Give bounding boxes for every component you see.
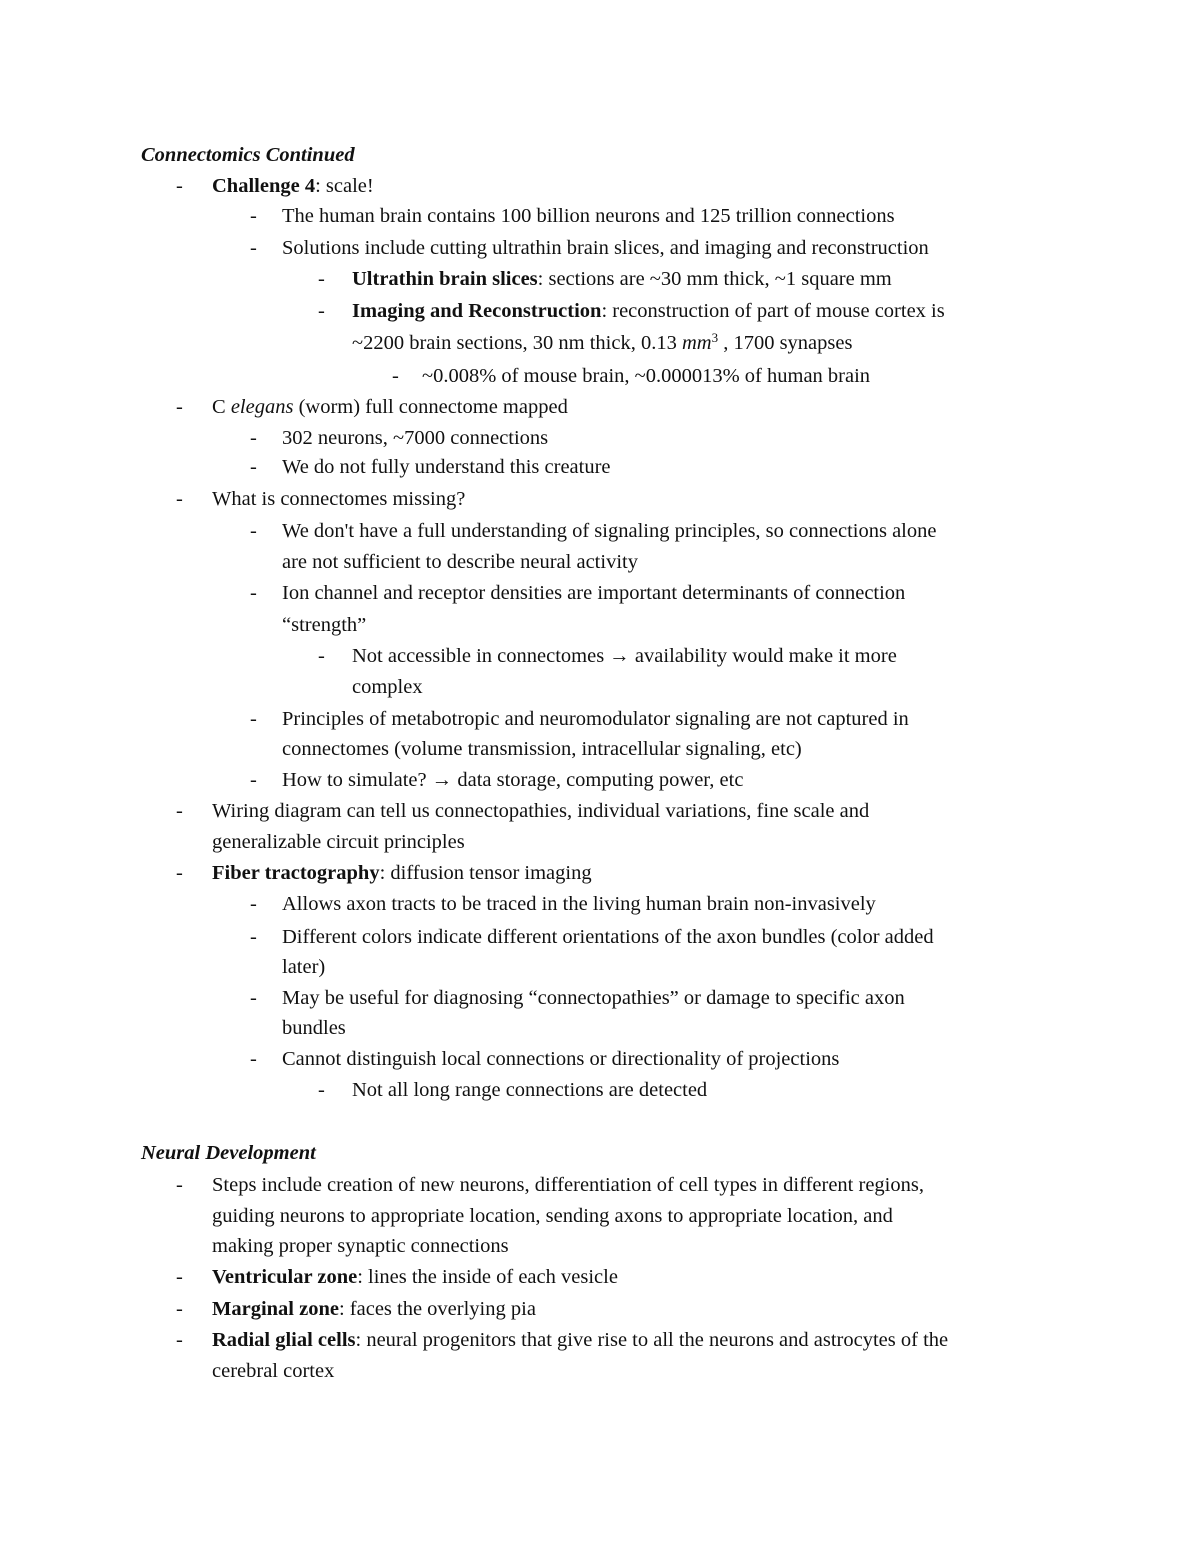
bullet-human-brain: The human brain contains 100 billion neurons and 125 trillion connections (282, 205, 895, 227)
bullet-302-neurons: 302 neurons, ~7000 connections (282, 427, 549, 449)
bullet-signaling-principles: We don't have a full understanding of signaling principles, so connections alone (282, 520, 937, 542)
bullet-dash: - (250, 893, 257, 915)
bullet-ion-channel: Ion channel and receptor densities are important determinants of connection (282, 582, 906, 604)
bullet-challenge-4 (212, 174, 374, 198)
radial-term: Radial glial cells (212, 1329, 356, 1351)
bullet-c-elegans (212, 395, 568, 419)
bullet-fiber-tractography (212, 861, 592, 885)
bullet-radial-glial (212, 1328, 948, 1352)
bullet-steps-cont-2: making proper synaptic connections (212, 1235, 509, 1257)
bullet-different-colors-cont: later) (282, 956, 326, 978)
bullet-marginal-zone (212, 1297, 536, 1321)
radial-rest: : neural progenitors that give rise to all the neurons and astrocytes of the (355, 1329, 949, 1351)
challenge-term: Challenge 4 (212, 175, 316, 197)
bullet-dash: - (250, 708, 257, 730)
challenge-rest: : scale! (315, 175, 374, 197)
bullet-dash: - (176, 175, 183, 197)
bullet-dash: - (250, 427, 257, 449)
marginal-term: Marginal zone (212, 1298, 339, 1320)
fiber-term: Fiber tractography (212, 862, 380, 884)
bullet-axon-tracts: Allows axon tracts to be traced in the living human brain non-invasively (282, 893, 876, 915)
bullet-radial-glial-cont: cerebral cortex (212, 1360, 335, 1382)
bullet-dash: - (176, 1329, 183, 1351)
imaging-exponent: 3 (711, 330, 719, 345)
bullet-dash: - (250, 1048, 257, 1070)
bullet-dash: - (250, 987, 257, 1009)
bullet-dash: - (318, 1079, 325, 1101)
bullet-cannot-distinguish: Cannot distinguish local connections or directionality of projections (282, 1048, 840, 1070)
bullet-wiring-diagram-cont: generalizable circuit principles (212, 831, 465, 853)
bullet-dash: - (250, 205, 257, 227)
bullet-imaging-cont (352, 331, 852, 355)
bullet-ventricular-zone (212, 1265, 618, 1289)
bullet-wiring-diagram: Wiring diagram can tell us connectopathies, individual variations, fine scale and (212, 800, 870, 822)
bullet-solutions: Solutions include cutting ultrathin brain slices, and imaging and reconstruction (282, 237, 929, 259)
bullet-dash: - (250, 926, 257, 948)
bullet-missing: What is connectomes missing? (212, 488, 466, 510)
bullet-dash: - (318, 300, 325, 322)
imaging-unit: mm (681, 332, 712, 354)
bullet-steps: Steps include creation of new neurons, differentiation of cell types in different regions, (212, 1174, 924, 1196)
bullet-steps-cont-1: guiding neurons to appropriate location, sending axons to appropriate location, and (212, 1205, 893, 1227)
marginal-rest: : faces the overlying pia (338, 1298, 536, 1320)
bullet-not-accessible: Not accessible in connectomes → availability would make it more (352, 645, 897, 667)
ventricular-rest: : lines the inside of each vesicle (357, 1266, 618, 1288)
imaging-rest: : reconstruction of part of mouse cortex is (601, 300, 945, 322)
bullet-dash: - (176, 1266, 183, 1288)
bullet-not-accessible-cont: complex (352, 676, 423, 698)
section-title-connectomics: Connectomics Continued (141, 144, 355, 166)
bullet-dash: - (176, 396, 183, 418)
bullet-imaging (352, 299, 945, 323)
bullet-dash: - (392, 365, 399, 387)
bullet-metabotropic-cont: connectomes (volume transmission, intracellular signaling, etc) (282, 738, 802, 760)
ventricular-term: Ventricular zone (212, 1266, 358, 1288)
imaging-term: Imaging and Reconstruction (352, 300, 602, 322)
bullet-different-colors: Different colors indicate different orientations of the axon bundles (color added (282, 926, 934, 948)
imaging-cont-b: , 1700 synapses (718, 332, 853, 354)
elegans-rest: (worm) full connectome mapped (293, 396, 568, 418)
bullet-dash: - (176, 800, 183, 822)
section-title-neural-development: Neural Development (141, 1142, 316, 1164)
bullet-dash: - (250, 456, 257, 478)
bullet-simulate: How to simulate? → data storage, computing power, etc (282, 769, 744, 791)
bullet-ultrathin (352, 267, 892, 291)
bullet-long-range: Not all long range connections are detected (352, 1079, 708, 1101)
bullet-dash: - (318, 268, 325, 290)
elegans-prefix: C (212, 396, 231, 418)
bullet-dash: - (176, 1174, 183, 1196)
fiber-rest: : diffusion tensor imaging (379, 862, 592, 884)
bullet-dash: - (176, 488, 183, 510)
bullet-dash: - (176, 862, 183, 884)
bullet-metabotropic: Principles of metabotropic and neuromodulator signaling are not captured in (282, 708, 909, 730)
elegans-species: elegans (230, 396, 294, 418)
bullet-ion-channel-cont: “strength” (282, 614, 367, 636)
bullet-mouse-brain-pct: ~0.008% of mouse brain, ~0.000013% of human brain (422, 365, 871, 387)
ultrathin-term: Ultrathin brain slices (352, 268, 538, 290)
bullet-dash: - (250, 520, 257, 542)
bullet-dash: - (176, 1298, 183, 1320)
bullet-dash: - (250, 582, 257, 604)
bullet-not-understand: We do not fully understand this creature (282, 456, 611, 478)
bullet-dash: - (318, 645, 325, 667)
ultrathin-rest: : sections are ~30 mm thick, ~1 square mm (537, 268, 892, 290)
bullet-dash: - (250, 237, 257, 259)
bullet-diagnosing-cont: bundles (282, 1017, 346, 1039)
bullet-dash: - (250, 769, 257, 791)
imaging-cont-a: ~2200 brain sections, 30 nm thick, 0.13 (352, 332, 682, 354)
bullet-signaling-principles-cont: are not sufficient to describe neural activity (282, 551, 638, 573)
bullet-diagnosing: May be useful for diagnosing “connectopathies” or damage to specific axon (282, 987, 905, 1009)
